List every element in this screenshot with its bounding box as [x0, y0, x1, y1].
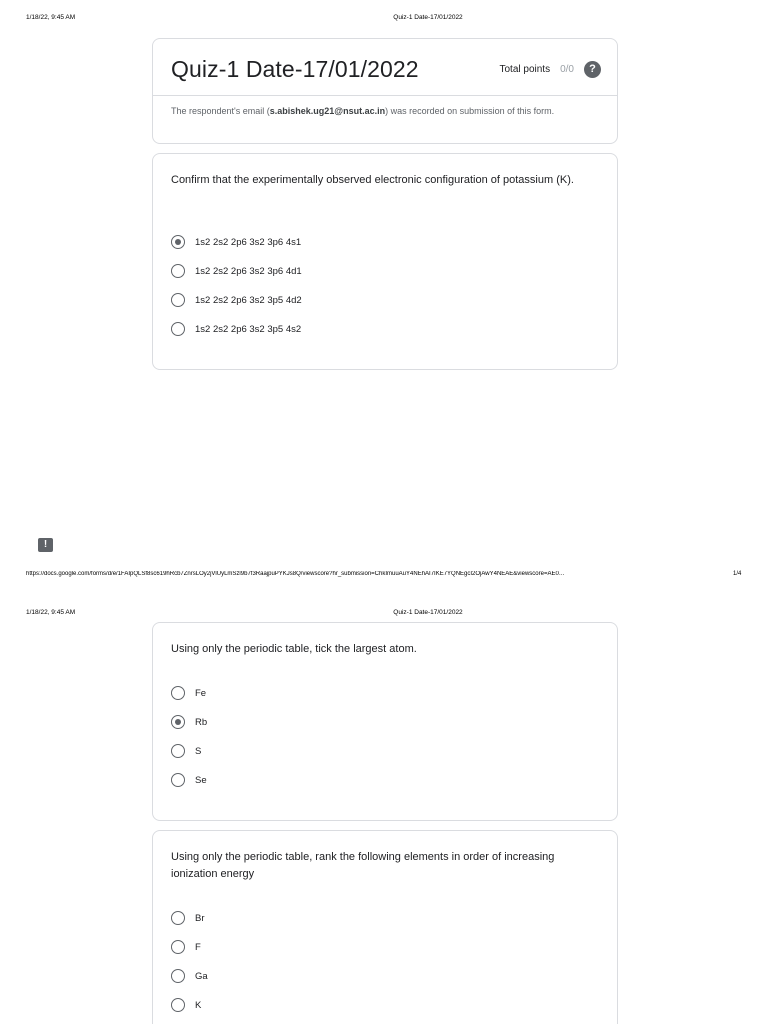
total-points-label: Total points	[499, 64, 551, 75]
radio-unselected[interactable]	[171, 969, 185, 983]
print-doc-title: Quiz-1 Date-17/01/2022	[393, 609, 463, 616]
option-3[interactable]	[171, 743, 201, 759]
radio-unselected[interactable]	[171, 998, 185, 1012]
question-card-3	[152, 830, 618, 1024]
question-card-1	[152, 153, 618, 370]
radio-unselected[interactable]	[171, 911, 185, 925]
question-text: Using only the periodic table, tick the largest atom.	[171, 643, 417, 655]
page-url: https://docs.google.com/forms/d/e/1FAIpQLSf8sc619hRcb7ZnrsLOy2jVlUyLmSzl9b7f3RaajpuPYKJs8Q/viewscore?hr_submission=ChkImuuAuY4NEhAI7IKE7YQNEgcI2OjAwY4NEAE&viewscore=AE0…	[26, 571, 565, 577]
quiz-title: Quiz-1 Date-17/01/2022	[171, 56, 419, 82]
question-text: Using only the periodic table, rank the following elements in order of increasing ionization energy	[171, 851, 555, 880]
report-feedback-icon[interactable]: !	[38, 538, 53, 552]
option-label: F	[195, 941, 201, 953]
question-card-2	[152, 622, 618, 821]
option-3[interactable]	[171, 968, 208, 984]
option-label: S	[195, 745, 202, 757]
option-1[interactable]	[171, 685, 206, 701]
option-label: Br	[195, 912, 205, 924]
option-3[interactable]	[171, 292, 302, 308]
print-timestamp: 1/18/22, 9:45 AM	[26, 609, 76, 616]
option-label: Rb	[195, 716, 208, 728]
option-1[interactable]	[171, 910, 205, 926]
header-divider	[153, 95, 617, 96]
radio-unselected[interactable]	[171, 322, 185, 336]
help-circle-icon[interactable]: ?	[584, 61, 601, 78]
radio-selected[interactable]	[171, 715, 185, 729]
page-number: 1/4	[733, 571, 742, 577]
option-label: K	[195, 999, 202, 1011]
radio-selected[interactable]	[171, 235, 185, 249]
option-label: 1s2 2s2 2p6 3s2 3p5 4d2	[195, 294, 302, 306]
option-label: Se	[195, 774, 207, 786]
radio-unselected[interactable]	[171, 773, 185, 787]
option-label: 1s2 2s2 2p6 3s2 3p6 4d1	[195, 265, 302, 277]
print-doc-title: Quiz-1 Date-17/01/2022	[393, 14, 463, 21]
option-4[interactable]	[171, 321, 301, 337]
radio-unselected[interactable]	[171, 264, 185, 278]
option-label: Fe	[195, 687, 207, 699]
option-4[interactable]	[171, 997, 201, 1013]
option-4[interactable]	[171, 772, 207, 788]
radio-unselected[interactable]	[171, 940, 185, 954]
radio-unselected[interactable]	[171, 744, 185, 758]
total-points-value: 0/0	[560, 64, 574, 75]
option-2[interactable]	[171, 263, 302, 279]
option-label: 1s2 2s2 2p6 3s2 3p5 4s2	[195, 323, 302, 335]
total-points	[500, 61, 602, 78]
quiz-header-card	[152, 38, 618, 144]
option-2[interactable]	[171, 939, 201, 955]
print-timestamp: 1/18/22, 9:45 AM	[26, 14, 76, 21]
print-header-page1	[0, 14, 768, 28]
option-2[interactable]	[171, 714, 207, 730]
print-header-page2	[0, 609, 768, 623]
radio-unselected[interactable]	[171, 686, 185, 700]
respondent-email: s.abishek.ug21@nsut.ac.in	[269, 106, 386, 116]
question-text: Confirm that the experimentally observed electronic configuration of potassium (K).	[171, 174, 574, 186]
option-1[interactable]	[171, 234, 301, 250]
radio-unselected[interactable]	[171, 293, 185, 307]
option-label: 1s2 2s2 2p6 3s2 3p6 4s1	[195, 236, 302, 248]
respondent-email-note: The respondent's email (s.abishek.ug21@nsut.ac.in) was recorded on submission of this form.	[171, 106, 555, 116]
option-label: Ga	[195, 970, 208, 982]
